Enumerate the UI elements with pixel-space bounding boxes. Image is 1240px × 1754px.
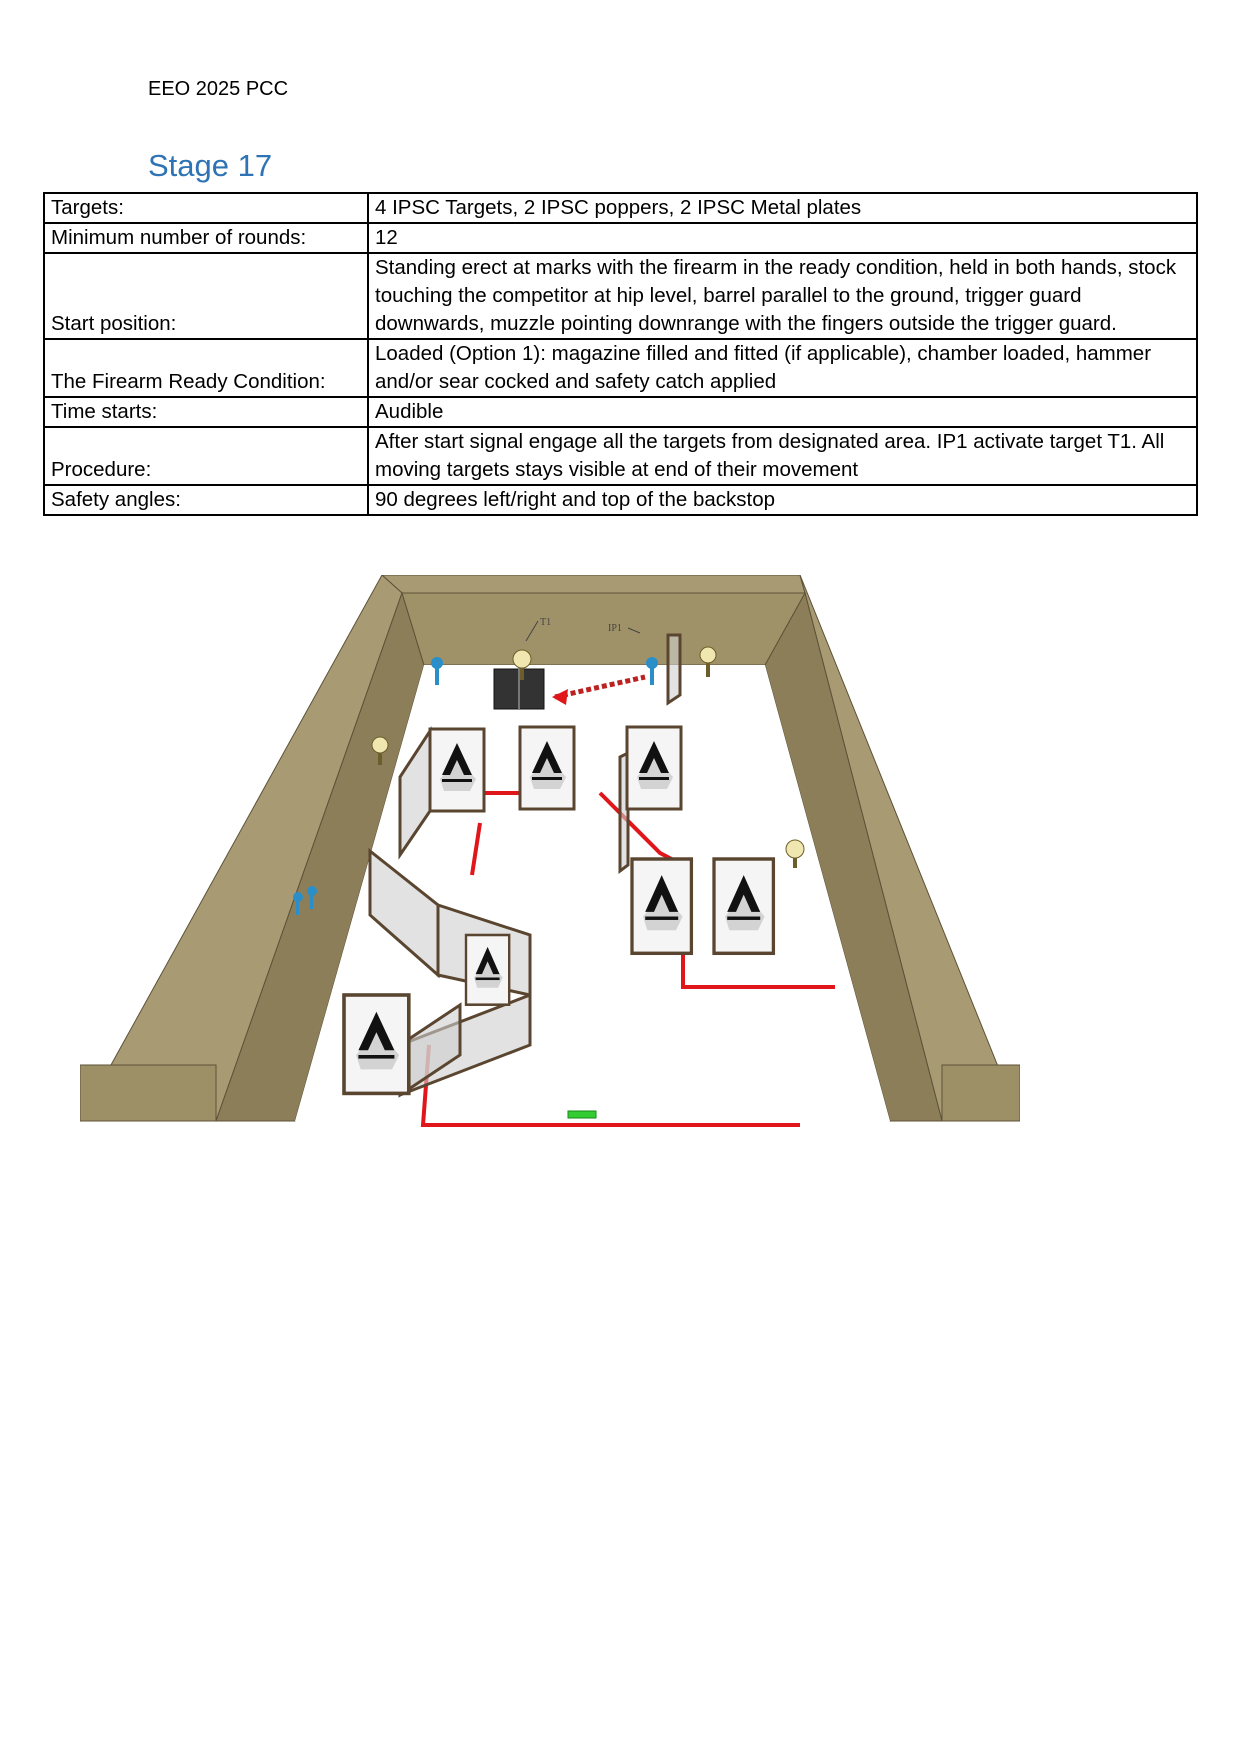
label-t1: T1 bbox=[540, 617, 552, 628]
ipsc-target bbox=[632, 859, 691, 953]
row-label: Procedure: bbox=[44, 427, 368, 485]
row-value: After start signal engage all the targets from designated area. IP1 activate target T1. All moving targets stays visible at end of their movement bbox=[368, 427, 1197, 485]
row-label: Safety angles: bbox=[44, 485, 368, 515]
ipsc-target bbox=[466, 935, 509, 1005]
table-row bbox=[44, 339, 1197, 397]
ipsc-target bbox=[714, 859, 773, 953]
stage-title: Stage 17 bbox=[148, 148, 273, 183]
row-label: Time starts: bbox=[44, 397, 368, 427]
start-position-mark bbox=[568, 1111, 596, 1118]
stage-info-table bbox=[43, 192, 1198, 516]
document-header: EEO 2025 PCC bbox=[148, 78, 289, 100]
row-label: The Firearm Ready Condition: bbox=[44, 339, 368, 397]
row-label: Start position: bbox=[44, 253, 368, 339]
table-row bbox=[44, 193, 1197, 223]
ipsc-target bbox=[627, 727, 681, 809]
table-row bbox=[44, 485, 1197, 515]
ipsc-target bbox=[344, 995, 409, 1093]
row-label: Minimum number of rounds: bbox=[44, 223, 368, 253]
label-ip1: IP1 bbox=[608, 623, 622, 634]
ipsc-target bbox=[430, 729, 484, 811]
row-value: Standing erect at marks with the firearm in the ready condition, held in both hands, stock touching the competitor at hip level, barrel parallel to the ground, trigger guard downwards, muzzle pointing downrange with the fingers outside the trigger guard. bbox=[368, 253, 1197, 339]
row-value: 12 bbox=[368, 223, 1197, 253]
table-row bbox=[44, 223, 1197, 253]
row-value: 90 degrees left/right and top of the backstop bbox=[368, 485, 1197, 515]
row-value: Audible bbox=[368, 397, 1197, 427]
row-value: Loaded (Option 1): magazine filled and fitted (if applicable), chamber loaded, hammer and/or sear cocked and safety catch applied bbox=[368, 339, 1197, 397]
ipsc-target bbox=[520, 727, 574, 809]
row-value: 4 IPSC Targets, 2 IPSC poppers, 2 IPSC Metal plates bbox=[368, 193, 1197, 223]
row-label: Targets: bbox=[44, 193, 368, 223]
table-row bbox=[44, 427, 1197, 485]
table-row bbox=[44, 253, 1197, 339]
stage-diagram bbox=[80, 575, 1020, 1195]
table-row bbox=[44, 397, 1197, 427]
